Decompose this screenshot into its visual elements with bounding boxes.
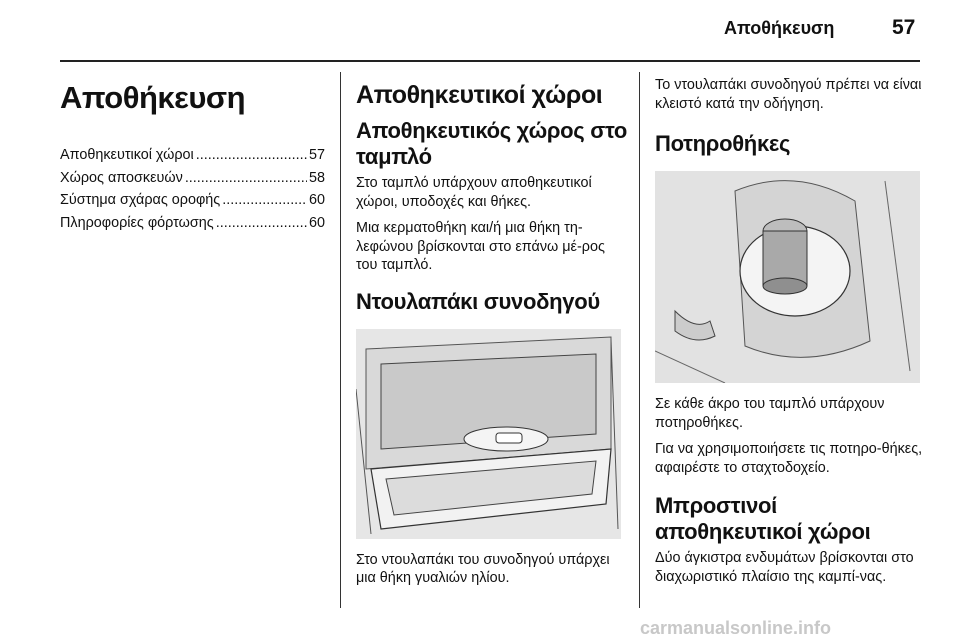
column-divider-2 (639, 72, 640, 608)
subsection-title-dashboard: Αποθηκευτικός χώρος στο ταμπλό (356, 118, 628, 169)
toc-item[interactable] (60, 212, 325, 235)
toc-leader (185, 167, 307, 190)
watermark: carmanualsonline.info (640, 618, 832, 638)
toc-item-label: Πληροφορίες φόρτωσης (60, 214, 214, 231)
glovebox-illustration (356, 329, 621, 539)
toc-item-label: Αποθηκευτικοί χώροι (60, 147, 194, 163)
toc-leader (196, 144, 307, 167)
toc-leader (222, 189, 307, 212)
toc-item-page: 58 (308, 169, 325, 186)
paragraph: Στο ταμπλό υπάρχουν αποθηκευτικοί χώροι, υποδοχές και θήκες. (356, 175, 592, 210)
paragraph: Για να χρησιμοποιήσετε τις ποτηρο-θήκες, αφαιρέστε το σταχτοδοχείο. (655, 441, 923, 476)
header-rule (60, 60, 920, 62)
page-number: 57 (892, 16, 916, 39)
toc-item-page: 60 (308, 214, 325, 231)
toc-item-page: 60 (308, 192, 325, 208)
column-storage (356, 80, 628, 596)
column-toc (60, 80, 325, 234)
toc-item-label: Σύστημα σχάρας οροφής (60, 192, 221, 208)
glovebox-drawing (356, 329, 621, 539)
cupholder-drawing (655, 171, 920, 383)
toc-leader (216, 212, 307, 235)
chapter-title: Αποθήκευση (60, 80, 246, 115)
cupholder-illustration (655, 171, 920, 383)
paragraph: Σε κάθε άκρο του ταμπλό υπάρχουν ποτηροθήκες. (655, 396, 885, 431)
section-title: Αποθηκευτικοί χώροι (356, 81, 603, 109)
paragraph: Δύο άγκιστρα ενδυμάτων βρίσκονται στο διαχωριστικό πλαίσιο της καμπί-νας. (655, 550, 914, 585)
toc-item[interactable] (60, 167, 325, 190)
toc-item-page: 57 (308, 147, 325, 163)
toc-item-label: Χώρος αποσκευών (60, 169, 183, 186)
paragraph: Το ντουλαπάκι συνοδηγού πρέπει να είναι κλειστό κατά την οδήγηση. (655, 77, 922, 112)
paragraph: Μια κερματοθήκη και/ή μια θήκη τη-λεφώνου βρίσκονται στο επάνω μέ-ρος του ταμπλό. (356, 220, 605, 273)
column-divider-1 (340, 72, 341, 608)
column-cupholders (655, 76, 925, 594)
running-header-title: Αποθήκευση (724, 18, 835, 38)
toc-item[interactable] (60, 144, 325, 167)
subsection-title-front-storage: Μπροστινοί αποθηκευτικοί χώροι (655, 493, 871, 544)
figure-caption: Στο ντουλαπάκι του συνοδηγού υπάρχει μια θήκη γυαλιών ηλίου. (356, 551, 610, 586)
subsection-title-glovebox: Ντουλαπάκι συνοδηγού (356, 288, 600, 314)
toc-item[interactable] (60, 189, 325, 212)
table-of-contents (60, 144, 325, 234)
subsection-title-cupholders: Ποτηροθήκες (655, 131, 791, 156)
